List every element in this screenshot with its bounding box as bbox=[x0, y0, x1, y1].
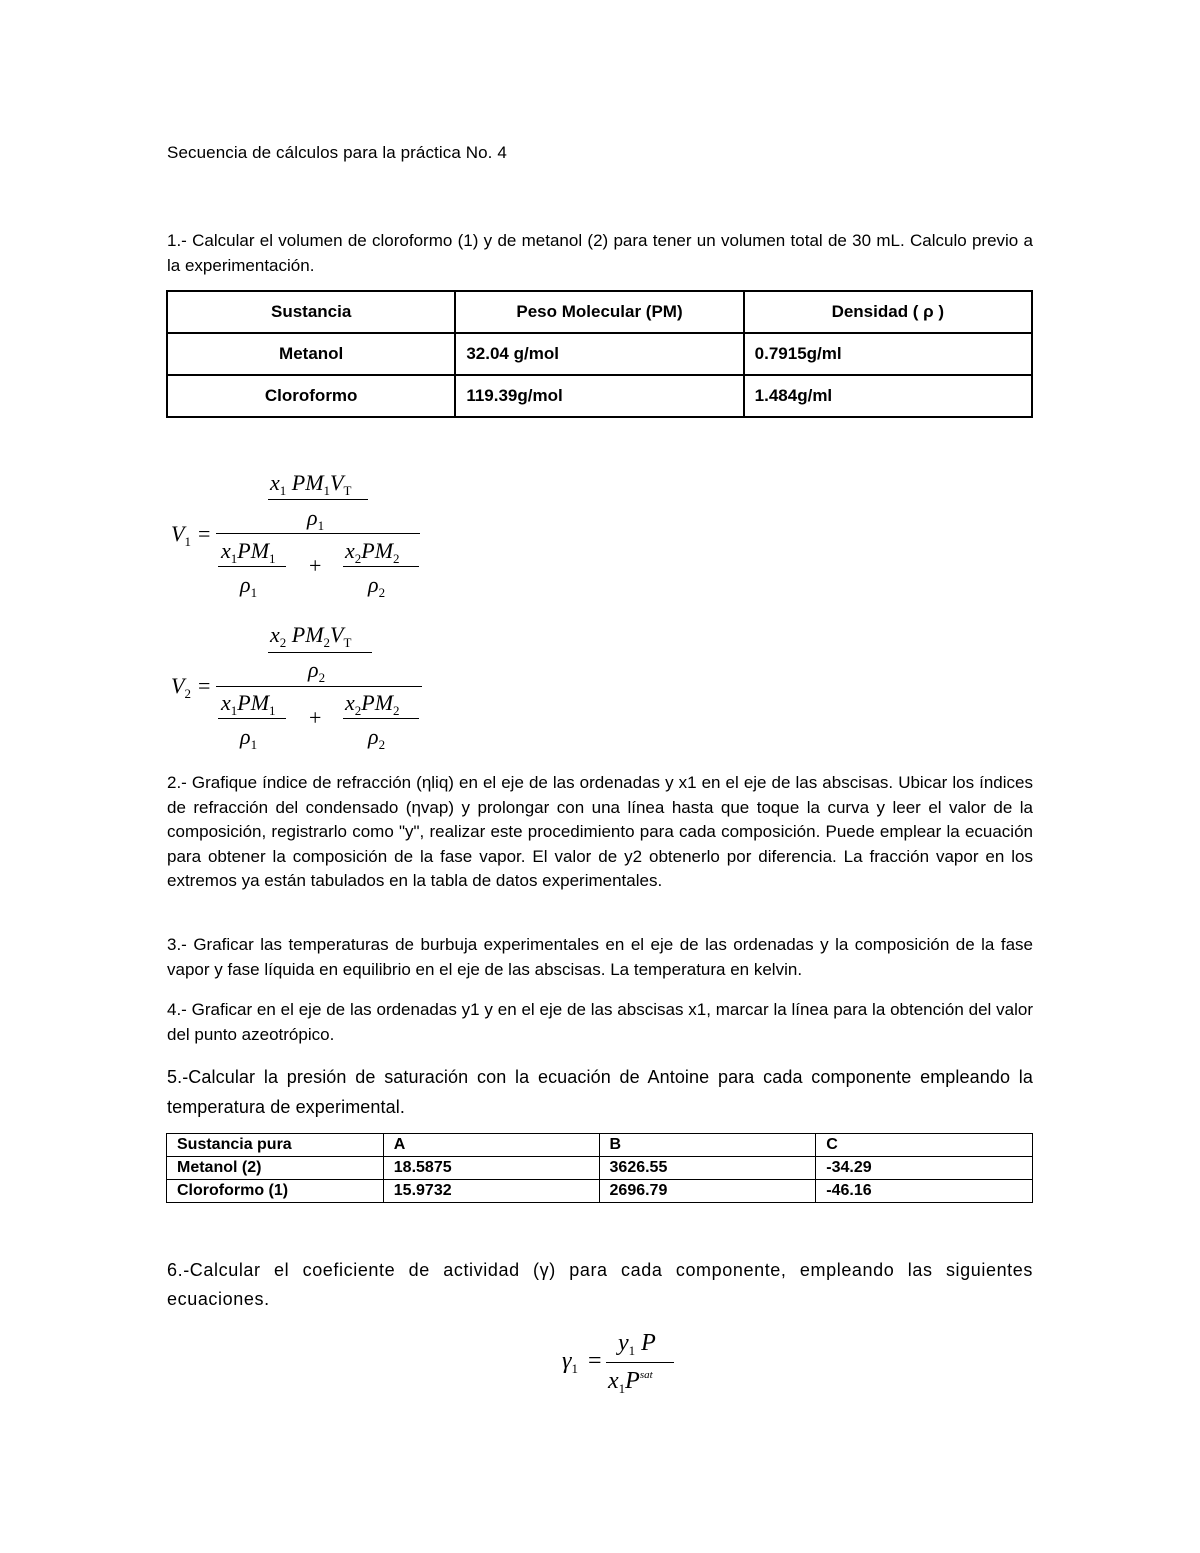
table-cell: 2696.79 bbox=[599, 1180, 816, 1203]
gamma1-lhs: $\gamma_1$ bbox=[562, 1348, 578, 1376]
v2-term2-rho: $\rho_2$ bbox=[368, 724, 386, 752]
table-cell: Metanol (2) bbox=[167, 1157, 384, 1180]
table-cell: -46.16 bbox=[816, 1180, 1033, 1203]
document-title: Secuencia de cálculos para la práctica No. 4 bbox=[167, 143, 507, 162]
table-row bbox=[167, 375, 1032, 417]
table-cell: -34.29 bbox=[816, 1157, 1033, 1180]
v2-lhs: $V_2$ bbox=[171, 673, 191, 701]
table-header-cell: Peso Molecular (PM) bbox=[455, 291, 743, 333]
equals-sign: = bbox=[198, 521, 211, 546]
fraction-line bbox=[216, 533, 420, 534]
table-row bbox=[167, 1180, 1033, 1203]
plus-sign: + bbox=[309, 553, 322, 578]
v2-term2: $x_2PM_2$ bbox=[345, 690, 400, 718]
plus-sign: + bbox=[309, 705, 322, 730]
equals-sign: = bbox=[198, 673, 211, 698]
fraction-line bbox=[268, 499, 368, 500]
table-cell: Cloroformo bbox=[167, 375, 455, 417]
gamma1-numerator: $y_1$ P bbox=[618, 1330, 656, 1358]
table-cell: 0.7915g/ml bbox=[744, 333, 1032, 375]
v2-term1-rho: $\rho_1$ bbox=[240, 724, 258, 752]
step-1-text: 1.- Calcular el volumen de cloroformo (1) y de metanol (2) para tener un volumen total de 30 mL. Calculo previo a la experimentación. bbox=[167, 231, 1033, 275]
table-row bbox=[167, 333, 1032, 375]
table-cell: Metanol bbox=[167, 333, 455, 375]
table-header-row bbox=[167, 291, 1032, 333]
equals-sign: = bbox=[588, 1348, 602, 1374]
v1-term2: $x_2PM_2$ bbox=[345, 538, 400, 566]
fraction-line bbox=[606, 1362, 674, 1363]
v1-numerator: $x_1$ $PM_1V_T$ bbox=[270, 470, 352, 498]
step-6-text: 6.-Calcular el coeficiente de actividad (γ) para cada componente, empleando las siguientes ecuaciones. bbox=[167, 1260, 1033, 1309]
table-header-cell: B bbox=[599, 1134, 816, 1157]
fraction-line bbox=[343, 566, 419, 567]
gamma1-denominator: $x_1P^{sat}$ bbox=[608, 1368, 653, 1396]
table-cell: 1.484g/ml bbox=[744, 375, 1032, 417]
table-cell: 15.9732 bbox=[383, 1180, 599, 1203]
table-cell: 18.5875 bbox=[383, 1157, 599, 1180]
fraction-line bbox=[216, 686, 422, 687]
v2-term1: $x_1PM_1$ bbox=[221, 690, 276, 718]
v2-numerator: $x_2$ $PM_2V_T$ bbox=[270, 622, 352, 650]
step-2-text: 2.- Grafique índice de refracción (ηliq) en el eje de las ordenadas y x1 en el eje de las abscisas. Ubicar los índices de refracción del condensado (ηvap) y prolongar con una línea hasta que toque la curva y leer el valor de la composición, registrarlo como "y", realizar este procedimiento para cada composición. Puede emplear la ecuación para obtener la composición de la fase vapor. El valor de y2 obtenerlo por diferencia. La fracción vapor en los extremos ya están tabulados en la tabla de datos experimentales. bbox=[167, 773, 1033, 890]
table-header-cell: A bbox=[383, 1134, 599, 1157]
substance-properties-table bbox=[166, 290, 1033, 418]
table-cell: 119.39g/mol bbox=[455, 375, 743, 417]
fraction-line bbox=[268, 652, 372, 653]
v1-term1-rho: $\rho_1$ bbox=[240, 572, 258, 600]
step-5-text: 5.-Calcular la presión de saturación con la ecuación de Antoine para cada componente empleando la temperatura de experimental. bbox=[167, 1067, 1033, 1117]
fraction-line bbox=[343, 718, 419, 719]
table-cell: 32.04 g/mol bbox=[455, 333, 743, 375]
step-4-text: 4.- Graficar en el eje de las ordenadas y1 y en el eje de las abscisas x1, marcar la línea para la obtención del valor del punto azeotrópico. bbox=[167, 1000, 1033, 1044]
fraction-line bbox=[218, 718, 286, 719]
table-header-cell: Sustancia pura bbox=[167, 1134, 384, 1157]
table-cell: 3626.55 bbox=[599, 1157, 816, 1180]
table-cell: Cloroformo (1) bbox=[167, 1180, 384, 1203]
table-header-cell: Densidad ( ρ ) bbox=[744, 291, 1032, 333]
v1-lhs: $V_1$ bbox=[171, 521, 191, 549]
table-header-row bbox=[167, 1134, 1033, 1157]
fraction-line bbox=[218, 566, 286, 567]
v1-term1: $x_1PM_1$ bbox=[221, 538, 276, 566]
table-header-cell: Sustancia bbox=[167, 291, 455, 333]
v1-rho: $\rho_1$ bbox=[307, 505, 325, 533]
v1-term2-rho: $\rho_2$ bbox=[368, 572, 386, 600]
antoine-constants-table bbox=[166, 1133, 1033, 1203]
table-row bbox=[167, 1157, 1033, 1180]
v2-rho: $\rho_2$ bbox=[308, 657, 326, 685]
step-3-text: 3.- Graficar las temperaturas de burbuja experimentales en el eje de las ordenadas y la composición de la fase vapor y fase líquida en equilibrio en el eje de las abscisas. La temperatura en kelvin. bbox=[167, 935, 1033, 979]
table-header-cell: C bbox=[816, 1134, 1033, 1157]
